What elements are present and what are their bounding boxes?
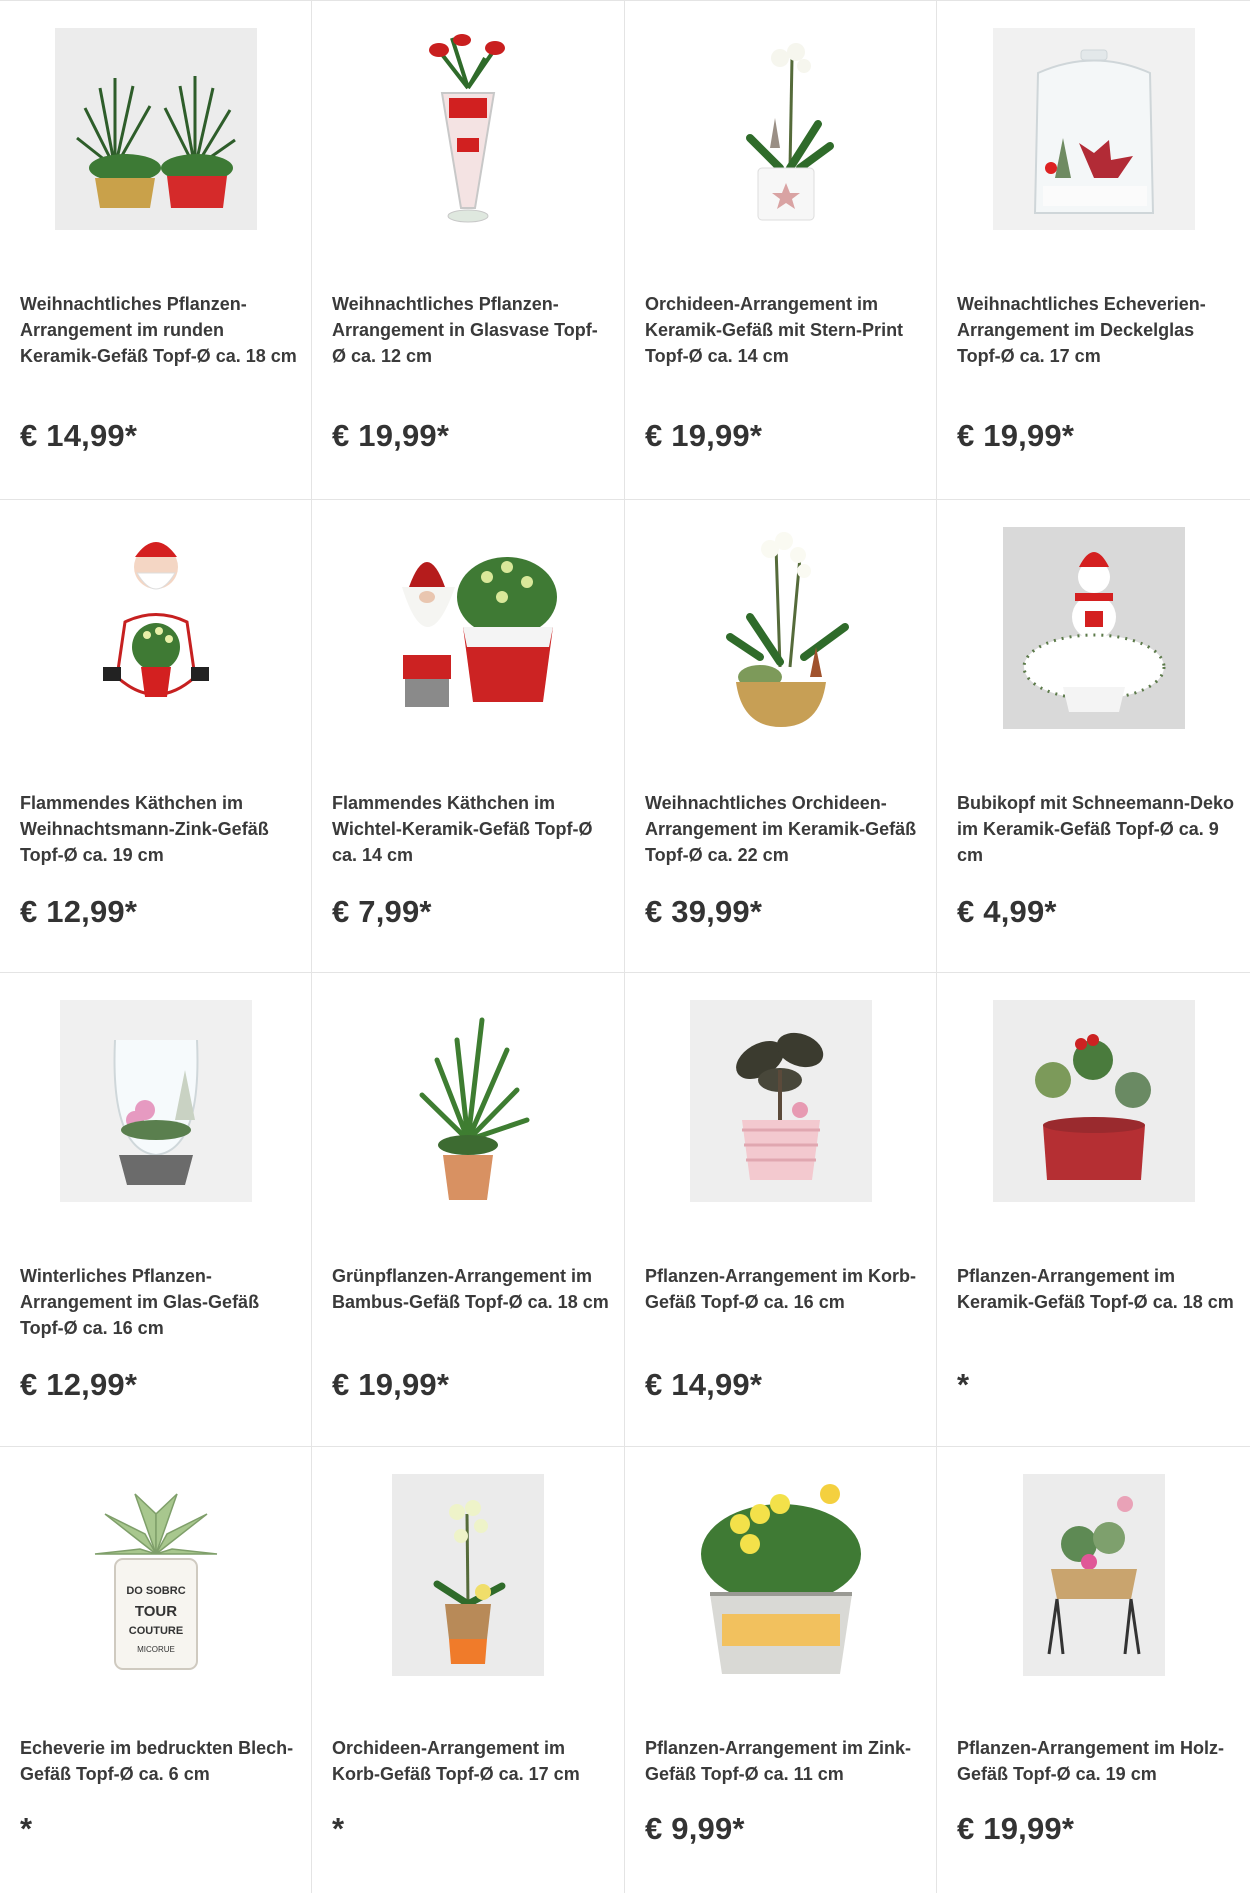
winter-glass-terrarium-icon[interactable] [55, 999, 257, 1203]
tin-print-line-4: MICORUE [136, 1645, 175, 1654]
product-price: € 19,99* [332, 418, 450, 453]
echeveria-printed-tin-icon[interactable] [55, 1473, 257, 1677]
product-title[interactable]: Pflanzen-Arrangement im Keramik-Gefäß Topf-Ø ca. 18 cm [957, 1266, 1234, 1312]
product-price: € 12,99* [20, 894, 138, 929]
product-card[interactable] [312, 973, 625, 1447]
product-card[interactable] [0, 500, 312, 973]
product-card[interactable] [937, 500, 1250, 973]
product-price: € 12,99* [20, 1367, 138, 1402]
product-title[interactable]: Bubikopf mit Schneemann-Deko im Keramik-Gefäß Topf-Ø ca. 9 cm [957, 793, 1235, 865]
product-title[interactable]: Flammendes Käthchen im Weihnachtsmann-Zink-Gefäß Topf-Ø ca. 19 cm [20, 793, 269, 865]
product-price: € 9,99* [645, 1811, 745, 1846]
product-title[interactable]: Weihnachtliches Pflanzen-Arrangement in Glasvase Topf-Ø ca. 12 cm [332, 294, 598, 366]
product-title[interactable]: Winterliches Pflanzen-Arrangement im Glas-Gefäß Topf-Ø ca. 16 cm [20, 1266, 260, 1338]
product-price: € 19,99* [645, 418, 763, 453]
product-card[interactable] [625, 1447, 937, 1893]
product-title[interactable]: Echeverie im bedruckten Blech-Gefäß Topf-Ø ca. 6 cm [20, 1738, 294, 1784]
tin-print-line-2: TOUR [134, 1603, 177, 1620]
product-price: € 14,99* [20, 418, 138, 453]
babys-tears-snowman-icon[interactable] [993, 526, 1195, 730]
product-title[interactable]: Orchideen-Arrangement im Keramik-Gefäß mit Stern-Print Topf-Ø ca. 14 cm [645, 294, 904, 366]
product-price: € 7,99* [332, 894, 432, 929]
product-title[interactable]: Grünpflanzen-Arrangement im Bambus-Gefäß Topf-Ø ca. 18 cm [332, 1266, 609, 1312]
product-card[interactable] [0, 973, 312, 1447]
product-card[interactable] [625, 973, 937, 1447]
product-price: * [20, 1811, 33, 1846]
product-price: * [332, 1811, 345, 1846]
plant-arrangement-round-ceramic-icon[interactable] [55, 27, 257, 231]
succulent-red-ceramic-icon[interactable] [993, 999, 1195, 1203]
product-price: € 19,99* [332, 1367, 450, 1402]
echeveria-lidded-glass-icon[interactable] [993, 27, 1195, 231]
product-title[interactable]: Flammendes Käthchen im Wichtel-Keramik-Gefäß Topf-Ø ca. 14 cm [332, 793, 593, 865]
product-card[interactable] [937, 1447, 1250, 1893]
yellow-flowers-zinc-bucket-icon[interactable] [680, 1473, 882, 1677]
product-card[interactable] [0, 1, 312, 500]
orchid-bowl-arrangement-icon[interactable] [680, 526, 882, 730]
product-title[interactable]: Weihnachtliches Orchideen-Arrangement im Keramik-Gefäß Topf-Ø ca. 22 cm [645, 793, 917, 865]
orchid-basket-icon[interactable] [367, 1473, 569, 1677]
kalanchoe-gnome-ceramic-icon[interactable] [367, 526, 569, 730]
product-card[interactable] [312, 500, 625, 973]
anthurium-glass-vase-icon[interactable] [367, 27, 569, 231]
product-card[interactable] [312, 1447, 625, 1893]
product-title[interactable]: Weihnachtliches Echeverien-Arrangement im Deckelglas Topf-Ø ca. 17 cm [957, 294, 1206, 366]
product-price: € 19,99* [957, 1811, 1075, 1846]
product-title[interactable]: Weihnachtliches Pflanzen-Arrangement im runden Keramik-Gefäß Topf-Ø ca. 18 cm [20, 294, 297, 366]
tin-print-line-3: COUTURE [128, 1625, 183, 1637]
product-title[interactable]: Pflanzen-Arrangement im Korb-Gefäß Topf-Ø ca. 16 cm [645, 1266, 917, 1312]
product-card[interactable] [0, 1447, 312, 1893]
product-card[interactable] [312, 1, 625, 500]
product-price: * [957, 1367, 970, 1402]
kalanchoe-santa-zinc-icon[interactable] [55, 526, 257, 730]
product-title[interactable]: Pflanzen-Arrangement im Zink-Gefäß Topf-Ø ca. 11 cm [645, 1738, 912, 1784]
product-price: € 39,99* [645, 894, 763, 929]
orchid-star-pot-icon[interactable] [680, 27, 882, 231]
product-price: € 19,99* [957, 418, 1075, 453]
product-title[interactable]: Pflanzen-Arrangement im Holz-Gefäß Topf-Ø ca. 19 cm [957, 1738, 1225, 1784]
product-card[interactable] [937, 1, 1250, 500]
product-title[interactable]: Orchideen-Arrangement im Korb-Gefäß Topf-Ø ca. 17 cm [332, 1738, 580, 1784]
product-card[interactable] [937, 973, 1250, 1447]
green-plant-bamboo-pot-icon[interactable] [367, 999, 569, 1203]
product-price: € 14,99* [645, 1367, 763, 1402]
product-card[interactable] [625, 500, 937, 973]
tin-print-line-1: DO SOBRC [125, 1585, 186, 1597]
succulent-wood-stand-icon[interactable] [993, 1473, 1195, 1677]
product-card[interactable] [625, 1, 937, 500]
rubber-plant-basket-icon[interactable] [680, 999, 882, 1203]
product-price: € 4,99* [957, 894, 1057, 929]
